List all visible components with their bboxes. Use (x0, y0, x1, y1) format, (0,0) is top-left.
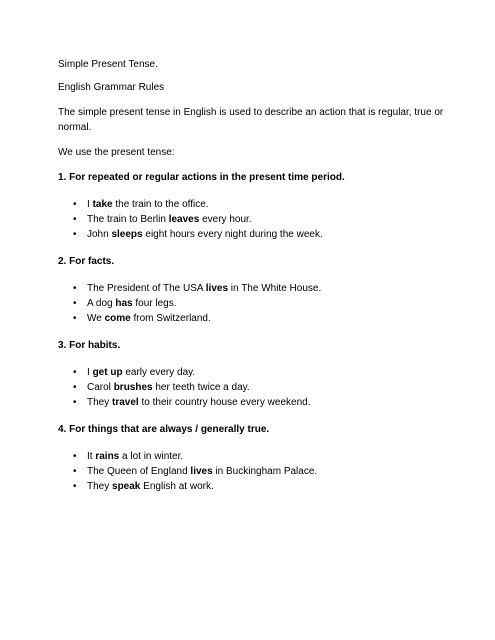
list-item (58, 449, 455, 464)
list-item (58, 395, 455, 410)
example-text: The Queen of England (87, 466, 191, 477)
list-item (58, 227, 455, 242)
example-text: in Buckingham Palace. (212, 466, 318, 477)
list-item (58, 380, 455, 395)
example-text: The President of The USA (87, 283, 206, 294)
example-text: the train to the office. (112, 199, 209, 210)
list-item (58, 464, 455, 479)
document-subtitle: English Grammar Rules (58, 82, 165, 93)
example-list (58, 281, 455, 326)
example-verb: lives (205, 283, 229, 294)
example-text: a lot in winter. (119, 451, 184, 462)
example-text: early every day. (122, 367, 196, 378)
lead-sentence: We use the present tense: (58, 147, 175, 158)
list-item (58, 197, 455, 212)
list-item (58, 365, 455, 380)
intro-paragraph: The simple present tense in English is used to describe an action that is regular, true or normal. (58, 107, 444, 133)
example-text: four legs. (132, 298, 177, 309)
list-item (58, 212, 455, 227)
bullet-icon: • (73, 199, 77, 210)
example-text: to their country house every weekend. (138, 397, 311, 408)
bullet-icon: • (73, 466, 77, 477)
example-verb: has (115, 298, 133, 309)
example-text: We (87, 313, 105, 324)
bullet-icon: • (73, 397, 77, 408)
example-text: They (87, 397, 113, 408)
example-text: John (87, 229, 112, 240)
example-text: every hour. (199, 214, 252, 225)
bullet-icon: • (73, 382, 77, 393)
bullet-icon: • (73, 298, 77, 309)
example-text: in The White House. (228, 283, 322, 294)
example-list (58, 449, 455, 494)
example-verb: rains (95, 451, 120, 462)
example-text: from Switzerland. (130, 313, 211, 324)
example-verb: speak (112, 481, 141, 492)
section-heading: 4. For things that are always / generally true. (58, 424, 270, 435)
section-heading: 3. For habits. (58, 340, 121, 351)
example-text: It (87, 451, 96, 462)
example-text: Carol (87, 382, 114, 393)
example-text: I (87, 199, 93, 210)
example-text: English at work. (140, 481, 214, 492)
bullet-icon: • (73, 481, 77, 492)
bullet-icon: • (73, 367, 77, 378)
bullet-icon: • (73, 451, 77, 462)
bullet-icon: • (73, 229, 77, 240)
example-text: eight hours every night during the week. (142, 229, 323, 240)
list-item (58, 281, 455, 296)
example-verb: sleeps (111, 229, 143, 240)
example-verb: travel (112, 397, 139, 408)
example-text: I (87, 367, 93, 378)
section-heading: 1. For repeated or regular actions in the present time period. (58, 172, 345, 183)
document-title: Simple Present Tense. (58, 59, 158, 70)
list-item (58, 479, 455, 494)
example-text: her teeth twice a day. (152, 382, 250, 393)
example-verb: get up (92, 367, 123, 378)
list-item (58, 296, 455, 311)
example-list (58, 197, 455, 242)
bullet-icon: • (73, 214, 77, 225)
example-verb: leaves (168, 214, 200, 225)
example-list (58, 365, 455, 410)
example-verb: take (92, 199, 113, 210)
example-verb: lives (190, 466, 213, 477)
section-heading: 2. For facts. (58, 256, 115, 267)
list-item (58, 311, 455, 326)
example-verb: come (104, 313, 131, 324)
example-text: They (87, 481, 113, 492)
bullet-icon: • (73, 283, 77, 294)
example-text: The train to Berlin (87, 214, 169, 225)
bullet-icon: • (73, 313, 77, 324)
example-verb: brushes (113, 382, 153, 393)
example-text: A dog (87, 298, 116, 309)
